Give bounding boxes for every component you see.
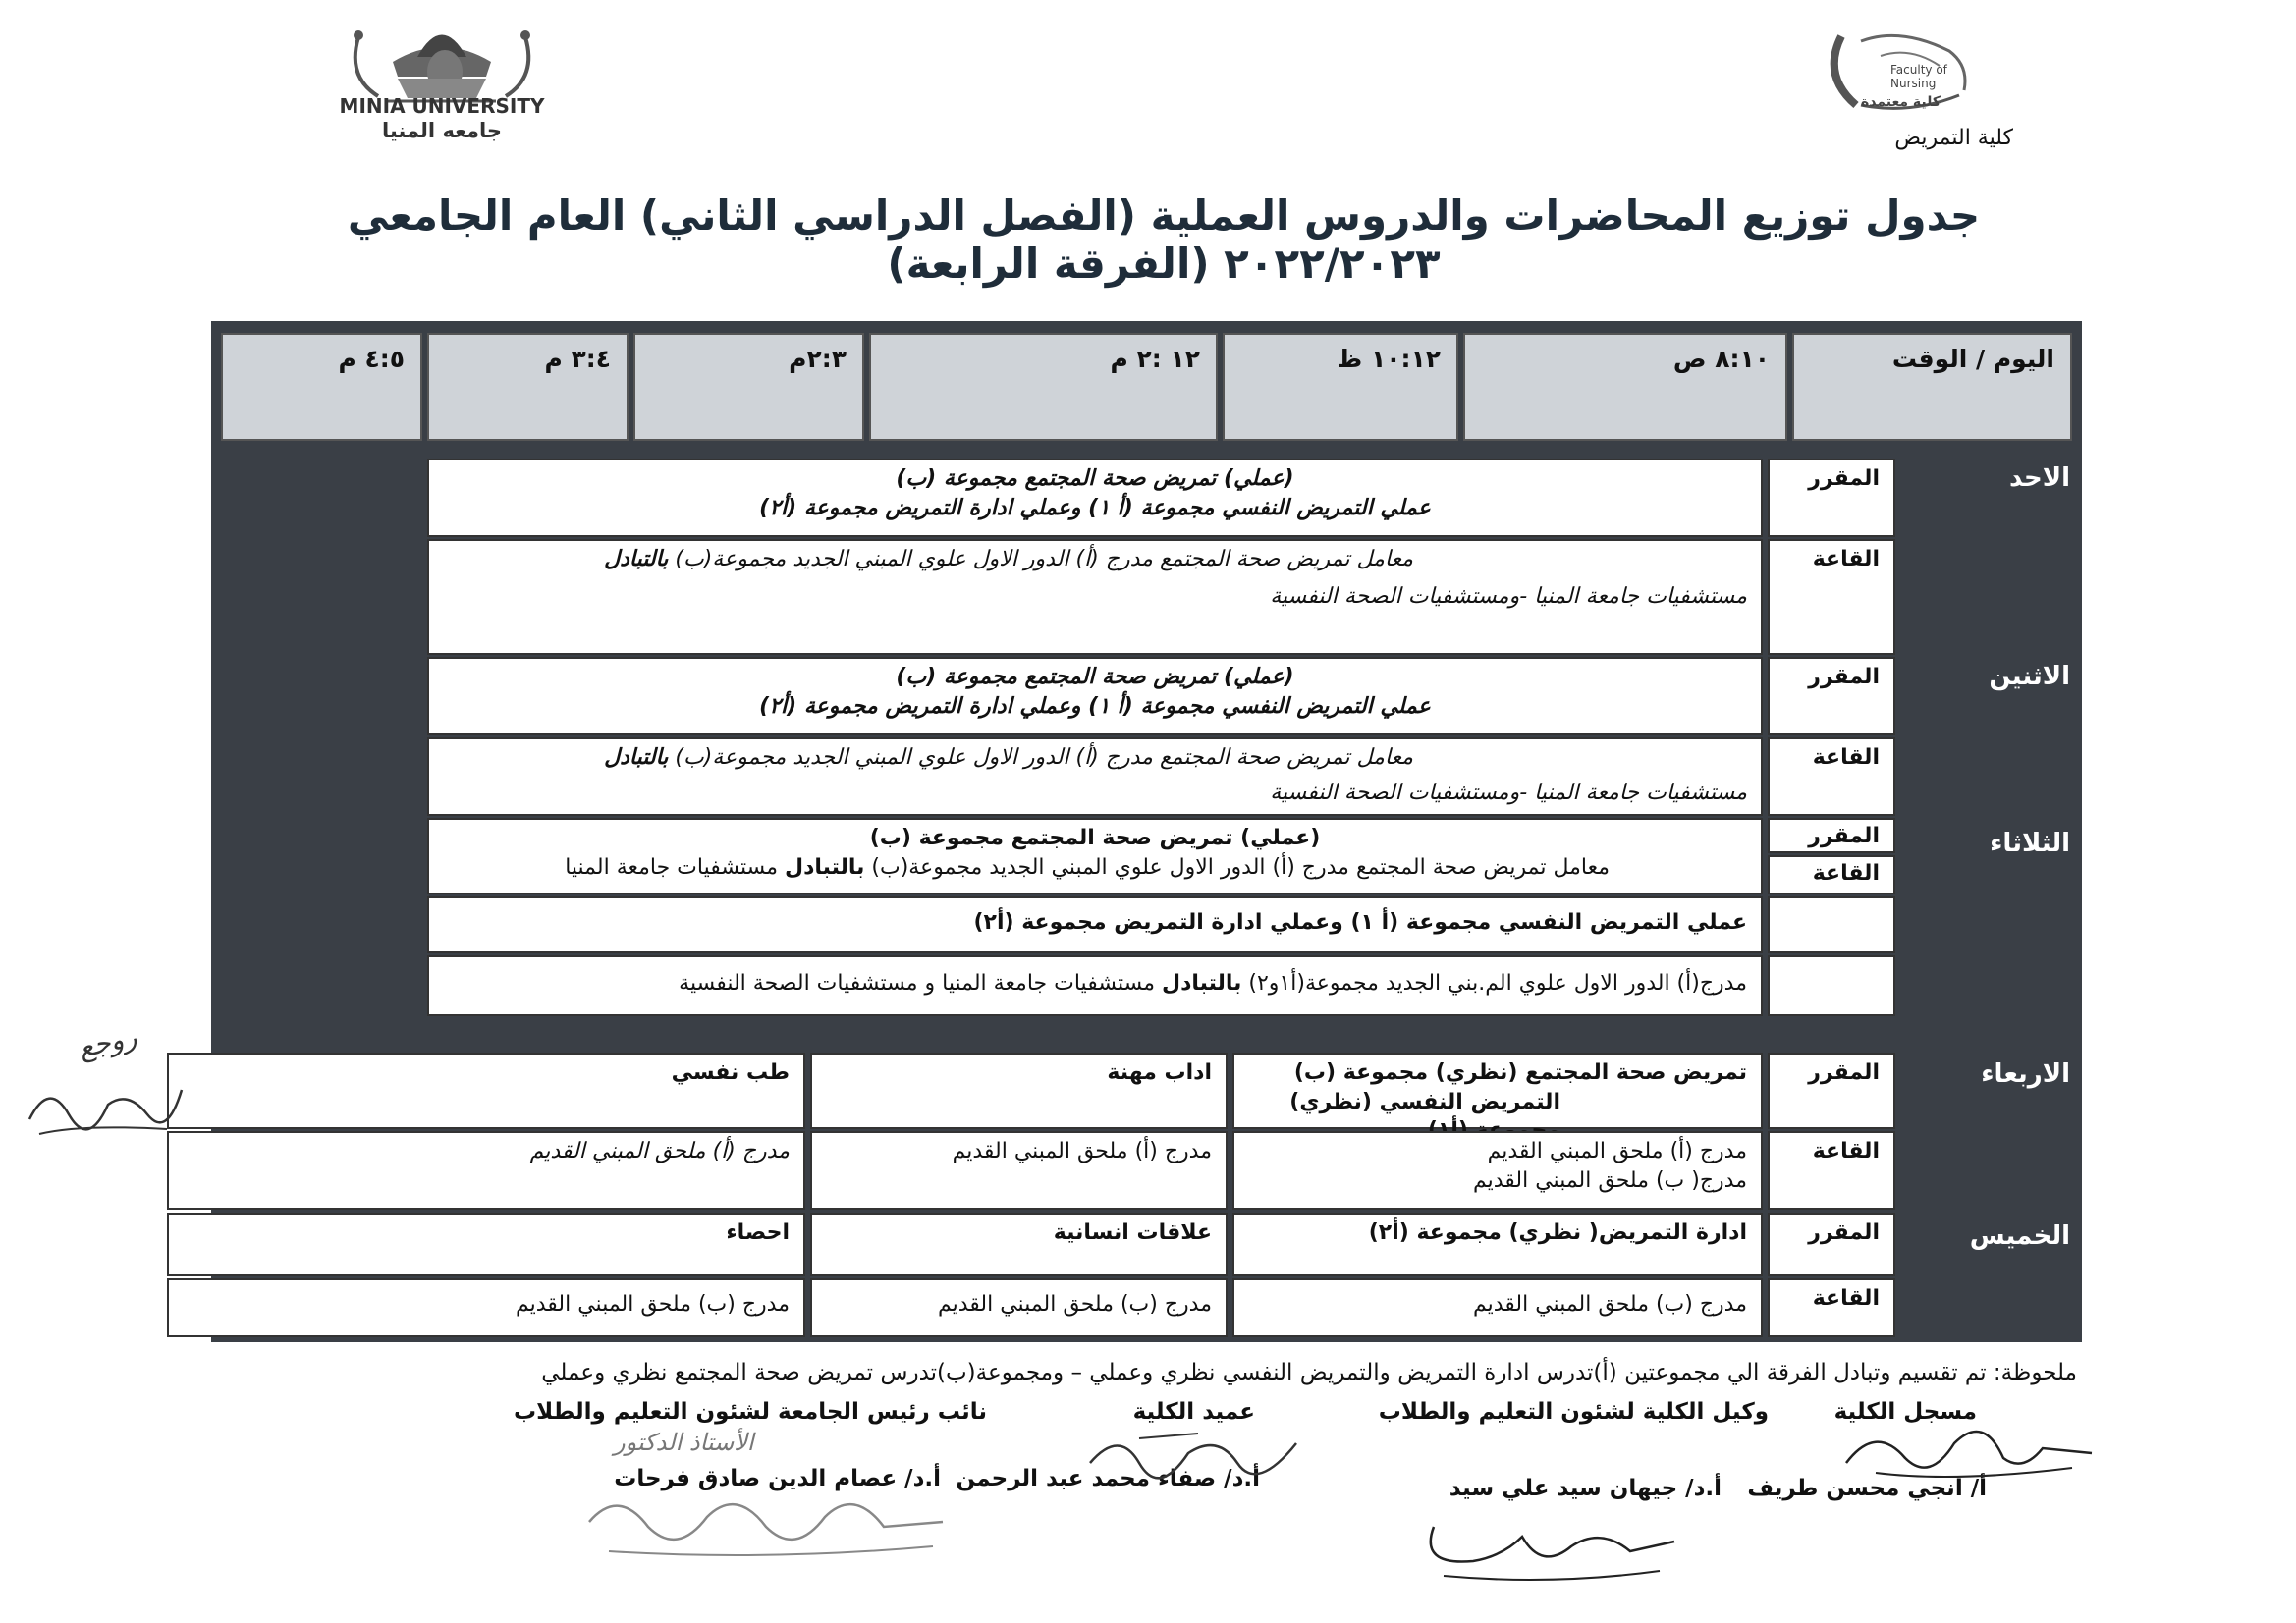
tuesday-hall-b: [427, 955, 1763, 1016]
label-hall: القاعة: [1768, 1278, 1895, 1337]
day-tuesday: الثلاثاء: [1990, 829, 2070, 858]
tuesday-hall-b-line1: مدرج(أ) الدور الاول علوي الم.بني الجديد مجموعة(أ١و٢): [1241, 971, 1747, 996]
thursday-course-2: علاقات انسانية: [810, 1213, 1228, 1276]
name-dean: أ.د/ صفاء محمد عبد الرحمن: [956, 1466, 1260, 1491]
label-hall: القاعة: [1768, 855, 1895, 894]
wednesday-hall-1-line2: مدرج( ب) ملحق المبني القديم: [1472, 1167, 1747, 1193]
wednesday-course-2: اداب مهنة: [810, 1053, 1228, 1129]
day-sunday: الاحد: [2008, 463, 2070, 493]
header-day-time: اليوم / الوقت: [1792, 333, 2072, 441]
tuesday-hall-b-exchange: بالتبادل: [1162, 971, 1242, 996]
day-monday: الاثنين: [1989, 662, 2070, 691]
wednesday-course-1: [1232, 1053, 1763, 1129]
tuesday-course-line1: (عملي) تمريض صحة المجتمع مجموعة (ب): [869, 826, 1321, 850]
thursday-hall-2: مدرج (ب) ملحق المبني القديم: [810, 1278, 1228, 1337]
tuesday-empty-label-1: [1768, 896, 1895, 953]
label-course: المقرر: [1768, 657, 1895, 735]
role-registrar: مسجل الكلية: [1833, 1399, 1977, 1425]
label-hall: القاعة: [1768, 737, 1895, 816]
header-slot-2: ١٠:١٢ ظ: [1223, 333, 1458, 441]
page-title: جدول توزيع المحاضرات والدروس العملية (الفصل الدراسي الثاني) العام الجامعي ٢٠٢٢/٢٠٢٣ (الفرقة الرابعة): [347, 191, 1981, 288]
wednesday-course-1-line1: تمريض صحة المجتمع (نظري) مجموعة (ب): [1293, 1060, 1747, 1085]
sunday-hall-exchange: بالتبادل: [604, 547, 669, 571]
day-wednesday: الاربعاء: [1981, 1059, 2070, 1089]
thursday-course-3: احصاء: [167, 1213, 805, 1276]
label-hall: القاعة: [1768, 1131, 1895, 1210]
sunday-course-line2: عملي التمريض النفسي مجموعة (أ ١) وعملي ادارة التمريض مجموعة (أ٢): [759, 495, 1431, 520]
tuesday-hall-exchange: بالتبادل: [785, 854, 865, 880]
vp-stamp: الأستاذ الدكتور: [614, 1429, 754, 1456]
thursday-hall-1: مدرج (ب) ملحق المبني القديم: [1232, 1278, 1763, 1337]
tuesday-course-a: [427, 818, 1763, 894]
university-name-ar: جامعه المنيا: [381, 119, 503, 142]
sunday-hall: [427, 539, 1763, 655]
minia-university-logo: [339, 18, 545, 150]
monday-hall-line2: مستشفيات جامعة المنيا -ومستشفيات الصحة النفسية: [1270, 780, 1747, 805]
schedule-table: [211, 321, 2082, 1342]
monday-hall-line1: معامل تمريض صحة المجتمع مدرج (أ) الدور الاول علوي المبني الجديد مجموعة(ب): [668, 745, 1413, 770]
vice-dean-signature-icon: [1414, 1497, 1689, 1586]
header-slot-1: ٨:١٠ ص: [1463, 333, 1787, 441]
sunday-hall-line1: معامل تمريض صحة المجتمع مدرج (أ) الدور الاول علوي المبني الجديد مجموعة(ب): [668, 547, 1413, 571]
wednesday-hall-3: مدرج (أ) ملحق المبني القديم: [167, 1131, 805, 1210]
role-dean: عميد الكلية: [1132, 1399, 1255, 1425]
sunday-hall-line2: مستشفيات جامعة المنيا -ومستشفيات الصحة النفسية: [1270, 583, 1747, 609]
monday-course-line2: عملي التمريض النفسي مجموعة (أ ١) وعملي ادارة التمريض مجموعة (أ٢): [759, 693, 1431, 719]
sunday-course-line1: (عملي) تمريض صحة المجتمع مجموعة (ب): [896, 466, 1294, 491]
thursday-course-1: ادارة التمريض( نظري) مجموعة (أ٢): [1232, 1213, 1763, 1276]
margin-note: روجع: [76, 1020, 140, 1064]
role-vice-president: نائب رئيس الجامعة لشئون التعليم والطلاب: [514, 1399, 987, 1425]
day-thursday: الخميس: [1969, 1221, 2070, 1251]
registrar-signature-icon: [1836, 1414, 2111, 1488]
faculty-of-nursing-logo: [1822, 22, 1989, 125]
seal-text-en: Faculty of Nursing: [1890, 63, 1947, 90]
header-slot-5: ٣:٤ م: [427, 333, 629, 441]
tuesday-hall-b-hospitals: مستشفيات جامعة المنيا و مستشفيات الصحة النفسية: [679, 971, 1162, 996]
monday-hall: [427, 737, 1763, 816]
tuesday-hall-line1: معامل تمريض صحة المجتمع مدرج (أ) الدور الاول علوي المبني الجديد مجموعة(ب): [864, 854, 1610, 880]
footer-note: ملحوظة: تم تقسيم وتبادل الفرقة الي مجموعتين (أ)تدرس ادارة التمريض والتمريض النفسي نظري وعملي – ومجموعة(ب)تدرس تمريض صحة المجتمع نظري وعملي: [541, 1360, 2077, 1385]
margin-signature-icon: [20, 1060, 187, 1149]
thursday-hall-3: مدرج (ب) ملحق المبني القديم: [167, 1278, 805, 1337]
wednesday-hall-2: مدرج (أ) ملحق المبني القديم: [810, 1131, 1228, 1210]
label-course: المقرر: [1768, 818, 1895, 853]
tuesday-course-b: عملي التمريض النفسي مجموعة (أ ١) وعملي ادارة التمريض مجموعة (أ٢): [427, 896, 1763, 953]
seal-text-ar: كلية معتمدة: [1861, 94, 1941, 110]
name-vice-president: أ.د/ عصام الدين صادق فرحات: [614, 1466, 941, 1491]
tuesday-hall-hospital: مستشفيات جامعة المنيا: [565, 854, 786, 880]
university-name-en: MINIA UNIVERSITY: [339, 94, 545, 118]
header-slot-4: ٢:٣م: [633, 333, 864, 441]
header-slot-3: ١٢ :٢ م: [869, 333, 1218, 441]
name-vice-dean: أ.د/ جيهان سيد علي سيد: [1449, 1476, 1722, 1501]
vice-president-signature-icon: [579, 1483, 953, 1566]
name-registrar: أ/ انجي محسن طريف: [1747, 1476, 1987, 1501]
monday-course-line1: (عملي) تمريض صحة المجتمع مجموعة (ب): [896, 665, 1294, 689]
wednesday-course-3: طب نفسي: [167, 1053, 805, 1129]
wednesday-hall-1-line1: مدرج (أ) ملحق المبني القديم: [1487, 1139, 1747, 1163]
faculty-name: كلية التمريض: [1894, 126, 2013, 150]
wednesday-course-1-line2: التمريض النفسي (نظري): [1289, 1089, 1560, 1114]
label-course: المقرر: [1768, 459, 1895, 537]
monday-course: [427, 657, 1763, 735]
header-slot-6: ٤:٥ م: [221, 333, 422, 441]
label-course: المقرر: [1768, 1053, 1895, 1129]
tuesday-empty-label-2: [1768, 955, 1895, 1016]
role-vice-dean: وكيل الكلية لشئون التعليم والطلاب: [1378, 1399, 1769, 1425]
dean-signature-icon: [1080, 1414, 1306, 1492]
sunday-course: [427, 459, 1763, 537]
label-hall: القاعة: [1768, 539, 1895, 655]
label-course: المقرر: [1768, 1213, 1895, 1276]
wednesday-hall-1: [1232, 1131, 1763, 1210]
monday-hall-exchange: بالتبادل: [604, 745, 669, 770]
